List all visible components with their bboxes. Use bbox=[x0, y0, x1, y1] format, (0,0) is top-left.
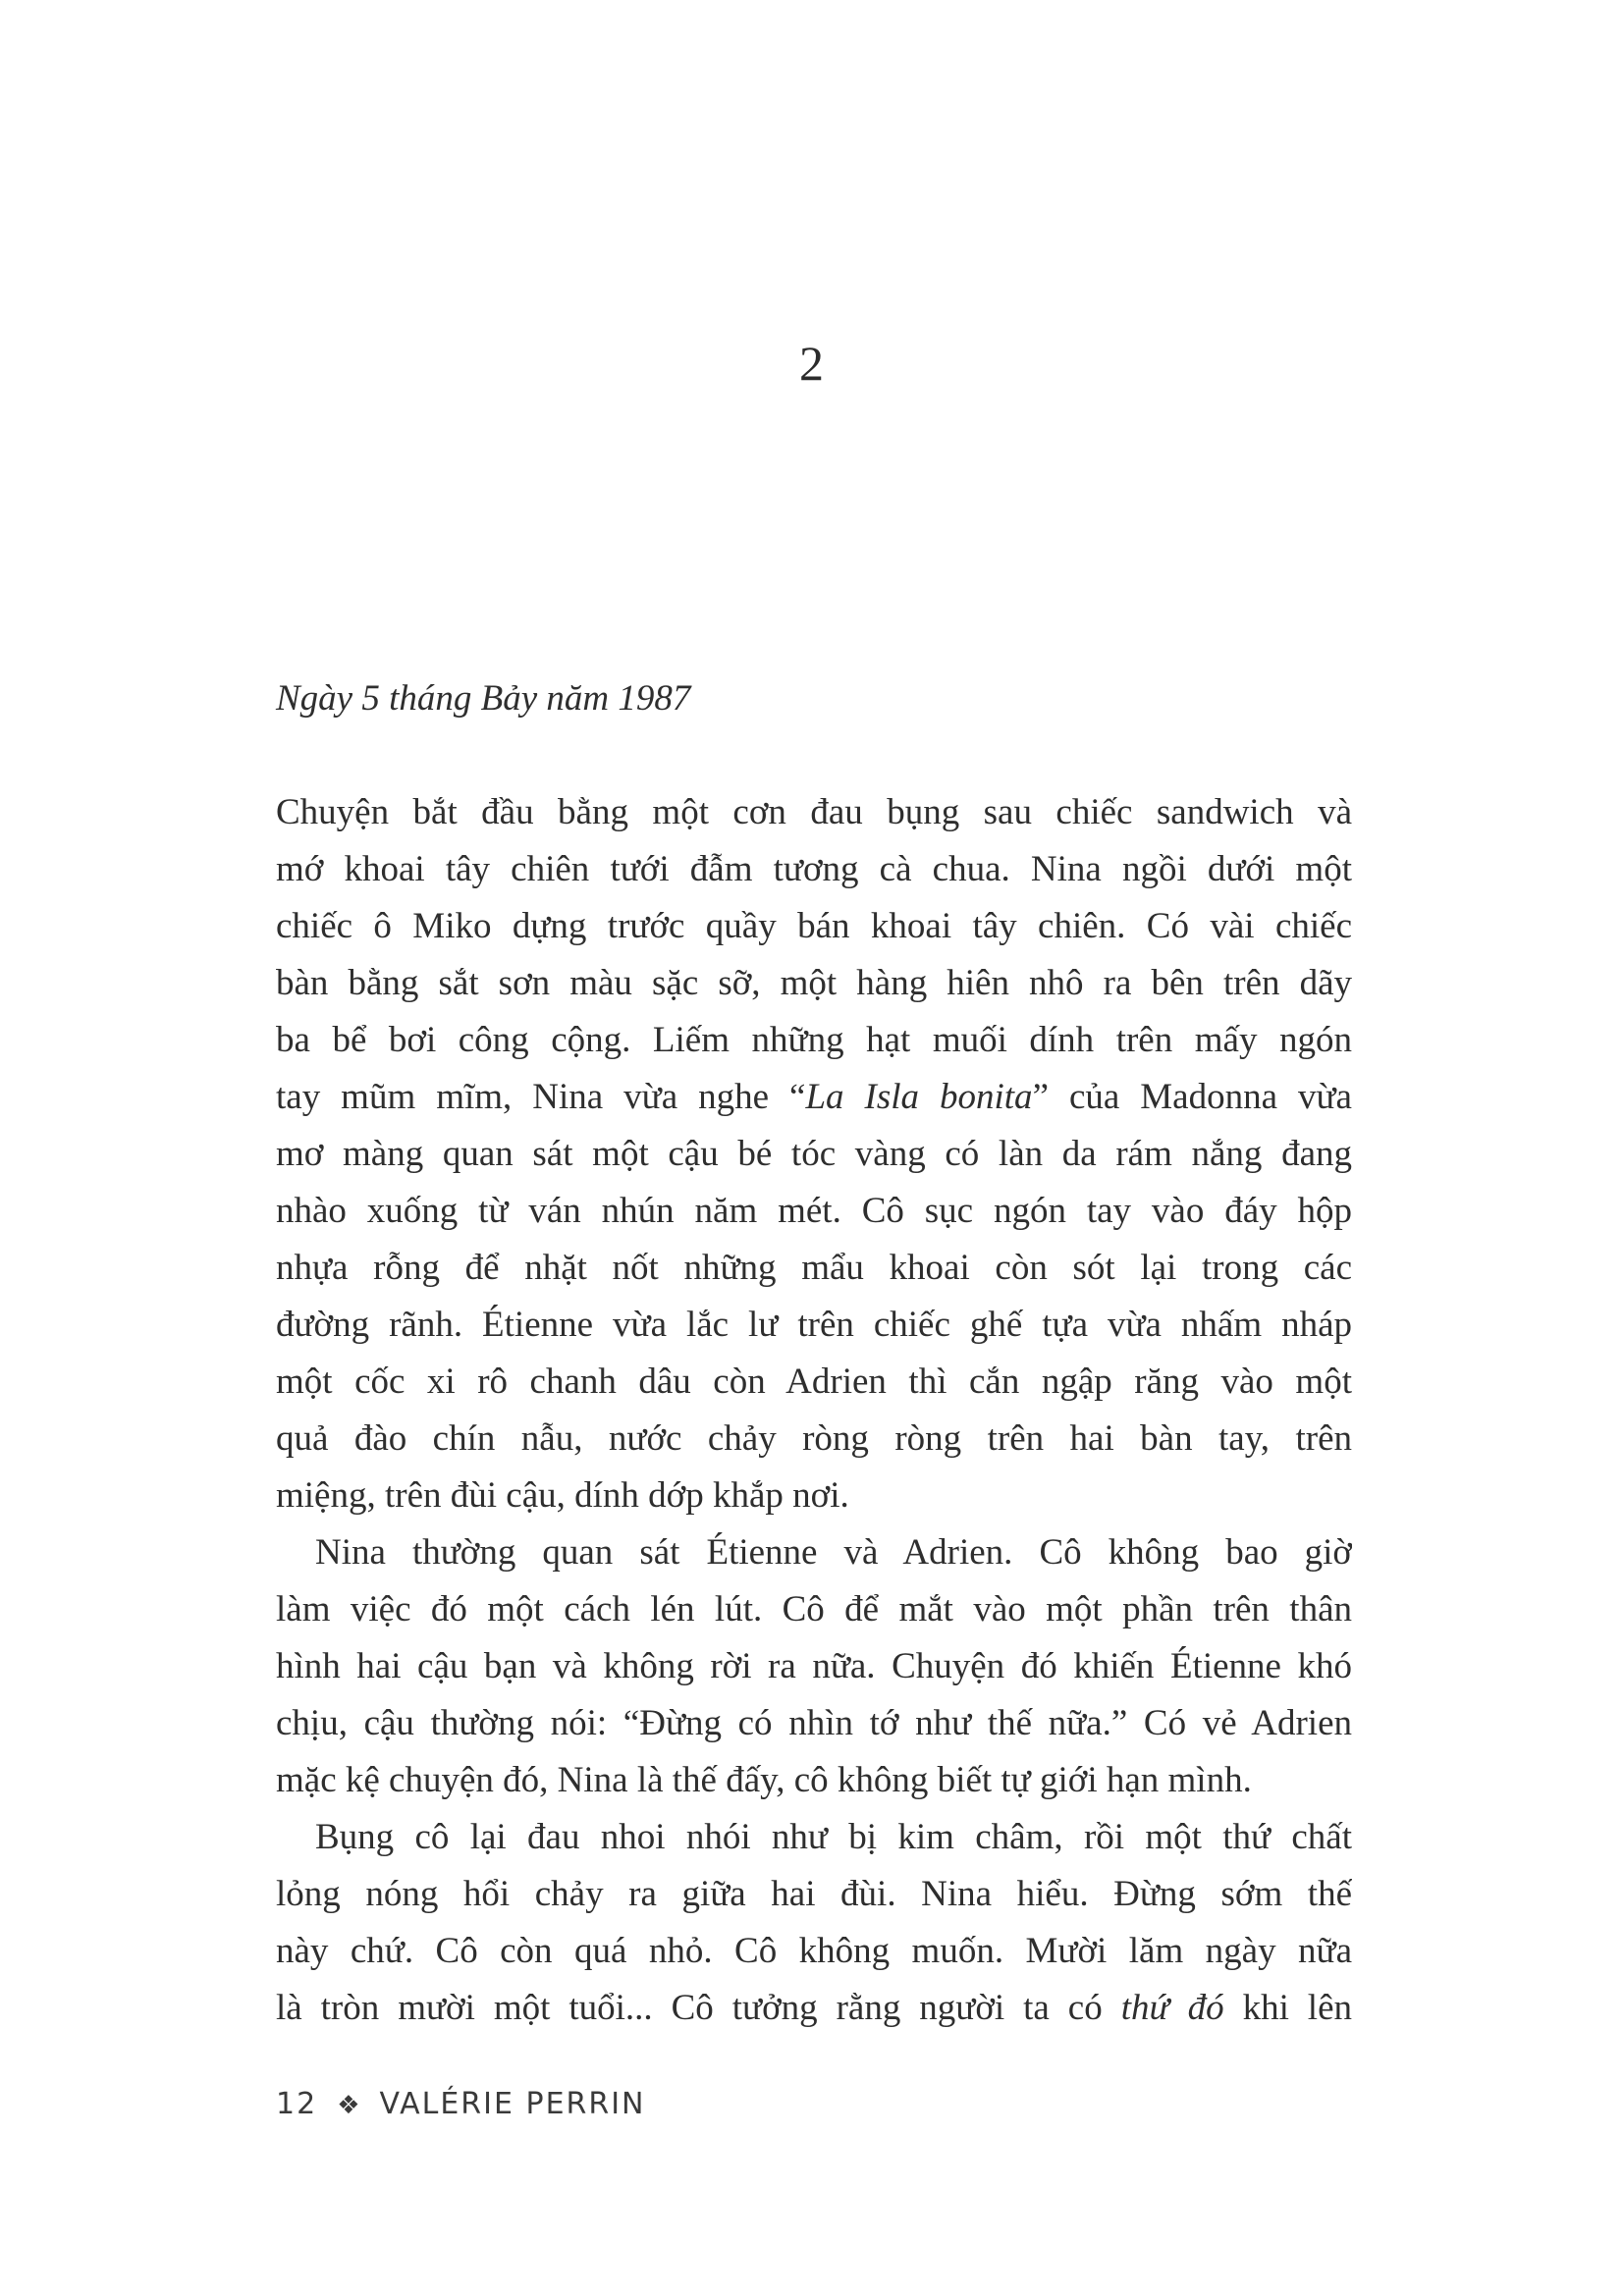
author-name: VALÉRIE PERRIN bbox=[379, 2087, 646, 2121]
text-line: mơ màng quan sát một cậu bé tóc vàng có làn da rám nắng đang bbox=[276, 1134, 1352, 1174]
text-line: Chuyện bắt đầu bằng một cơn đau bụng sau chiếc sandwich và bbox=[276, 792, 1352, 832]
text-segment: là tròn mười một tuổi... Cô tưởng rằng người ta có bbox=[276, 1988, 1121, 2028]
text-line bbox=[276, 1980, 1352, 2037]
text-line: lỏng nóng hổi chảy ra giữa hai đùi. Nina hiểu. Đừng sớm thế bbox=[276, 1874, 1352, 1914]
text-line: nhào xuống từ ván nhún năm mét. Cô sục ngón tay vào đáy hộp bbox=[276, 1191, 1352, 1231]
text-segment: tay mũm mĩm, Nina vừa nghe “ bbox=[276, 1077, 806, 1117]
text-line: một cốc xi rô chanh dâu còn Adrien thì cắn ngập răng vào một bbox=[276, 1362, 1352, 1402]
chapter-number: 2 bbox=[799, 336, 824, 391]
text-line: Nina thường quan sát Étienne và Adrien. Cô không bao giờ bbox=[315, 1532, 1352, 1573]
text-line: bàn bằng sắt sơn màu sặc sỡ, một hàng hiên nhô ra bên trên dãy bbox=[276, 963, 1352, 1003]
text-line: Bụng cô lại đau nhoi nhói như bị kim châm, rồi một thứ chất bbox=[315, 1817, 1352, 1857]
text-line: nhựa rỗng để nhặt nốt những mẩu khoai còn sót lại trong các bbox=[276, 1248, 1352, 1288]
text-line: đường rãnh. Étienne vừa lắc lư trên chiếc ghế tựa vừa nhấm nháp bbox=[276, 1305, 1352, 1345]
text-line: chiếc ô Miko dựng trước quầy bán khoai tây chiên. Có vài chiếc bbox=[276, 906, 1352, 946]
text-line: chịu, cậu thường nói: “Đừng có nhìn tớ như thế nữa.” Có vẻ Adrien bbox=[276, 1703, 1352, 1743]
italic-title: thứ đó bbox=[1120, 1988, 1224, 2028]
text-line: mớ khoai tây chiên tưới đẫm tương cà chua. Nina ngồi dưới một bbox=[276, 849, 1352, 889]
text-line: quả đào chín nẫu, nước chảy ròng ròng trên hai bàn tay, trên bbox=[276, 1418, 1352, 1459]
text-line: hình hai cậu bạn và không rời ra nữa. Chuyện đó khiến Étienne khó bbox=[276, 1646, 1352, 1686]
text-line: làm việc đó một cách lén lút. Cô để mắt vào một phần trên thân bbox=[276, 1589, 1352, 1629]
text-segment: ” của Madonna vừa bbox=[1032, 1077, 1352, 1117]
ornament-icon: ❖ bbox=[337, 2091, 362, 2120]
page-footer bbox=[276, 2085, 646, 2125]
page-number: 12 bbox=[276, 2087, 318, 2121]
text-line bbox=[276, 1069, 1352, 1126]
text-line: miệng, trên đùi cậu, dính dớp khắp nơi. bbox=[276, 1475, 849, 1516]
text-line: mặc kệ chuyện đó, Nina là thế đấy, cô không biết tự giới hạn mình. bbox=[276, 1760, 1252, 1800]
text-line: này chứ. Cô còn quá nhỏ. Cô không muốn. Mười lăm ngày nữa bbox=[276, 1931, 1352, 1971]
text-line: ba bể bơi công cộng. Liếm những hạt muối dính trên mấy ngón bbox=[276, 1020, 1352, 1060]
date-line: Ngày 5 tháng Bảy năm 1987 bbox=[276, 678, 691, 719]
body-text bbox=[276, 784, 1352, 2037]
italic-title: La Isla bonita bbox=[805, 1077, 1033, 1117]
text-segment: khi lên bbox=[1223, 1988, 1352, 2028]
